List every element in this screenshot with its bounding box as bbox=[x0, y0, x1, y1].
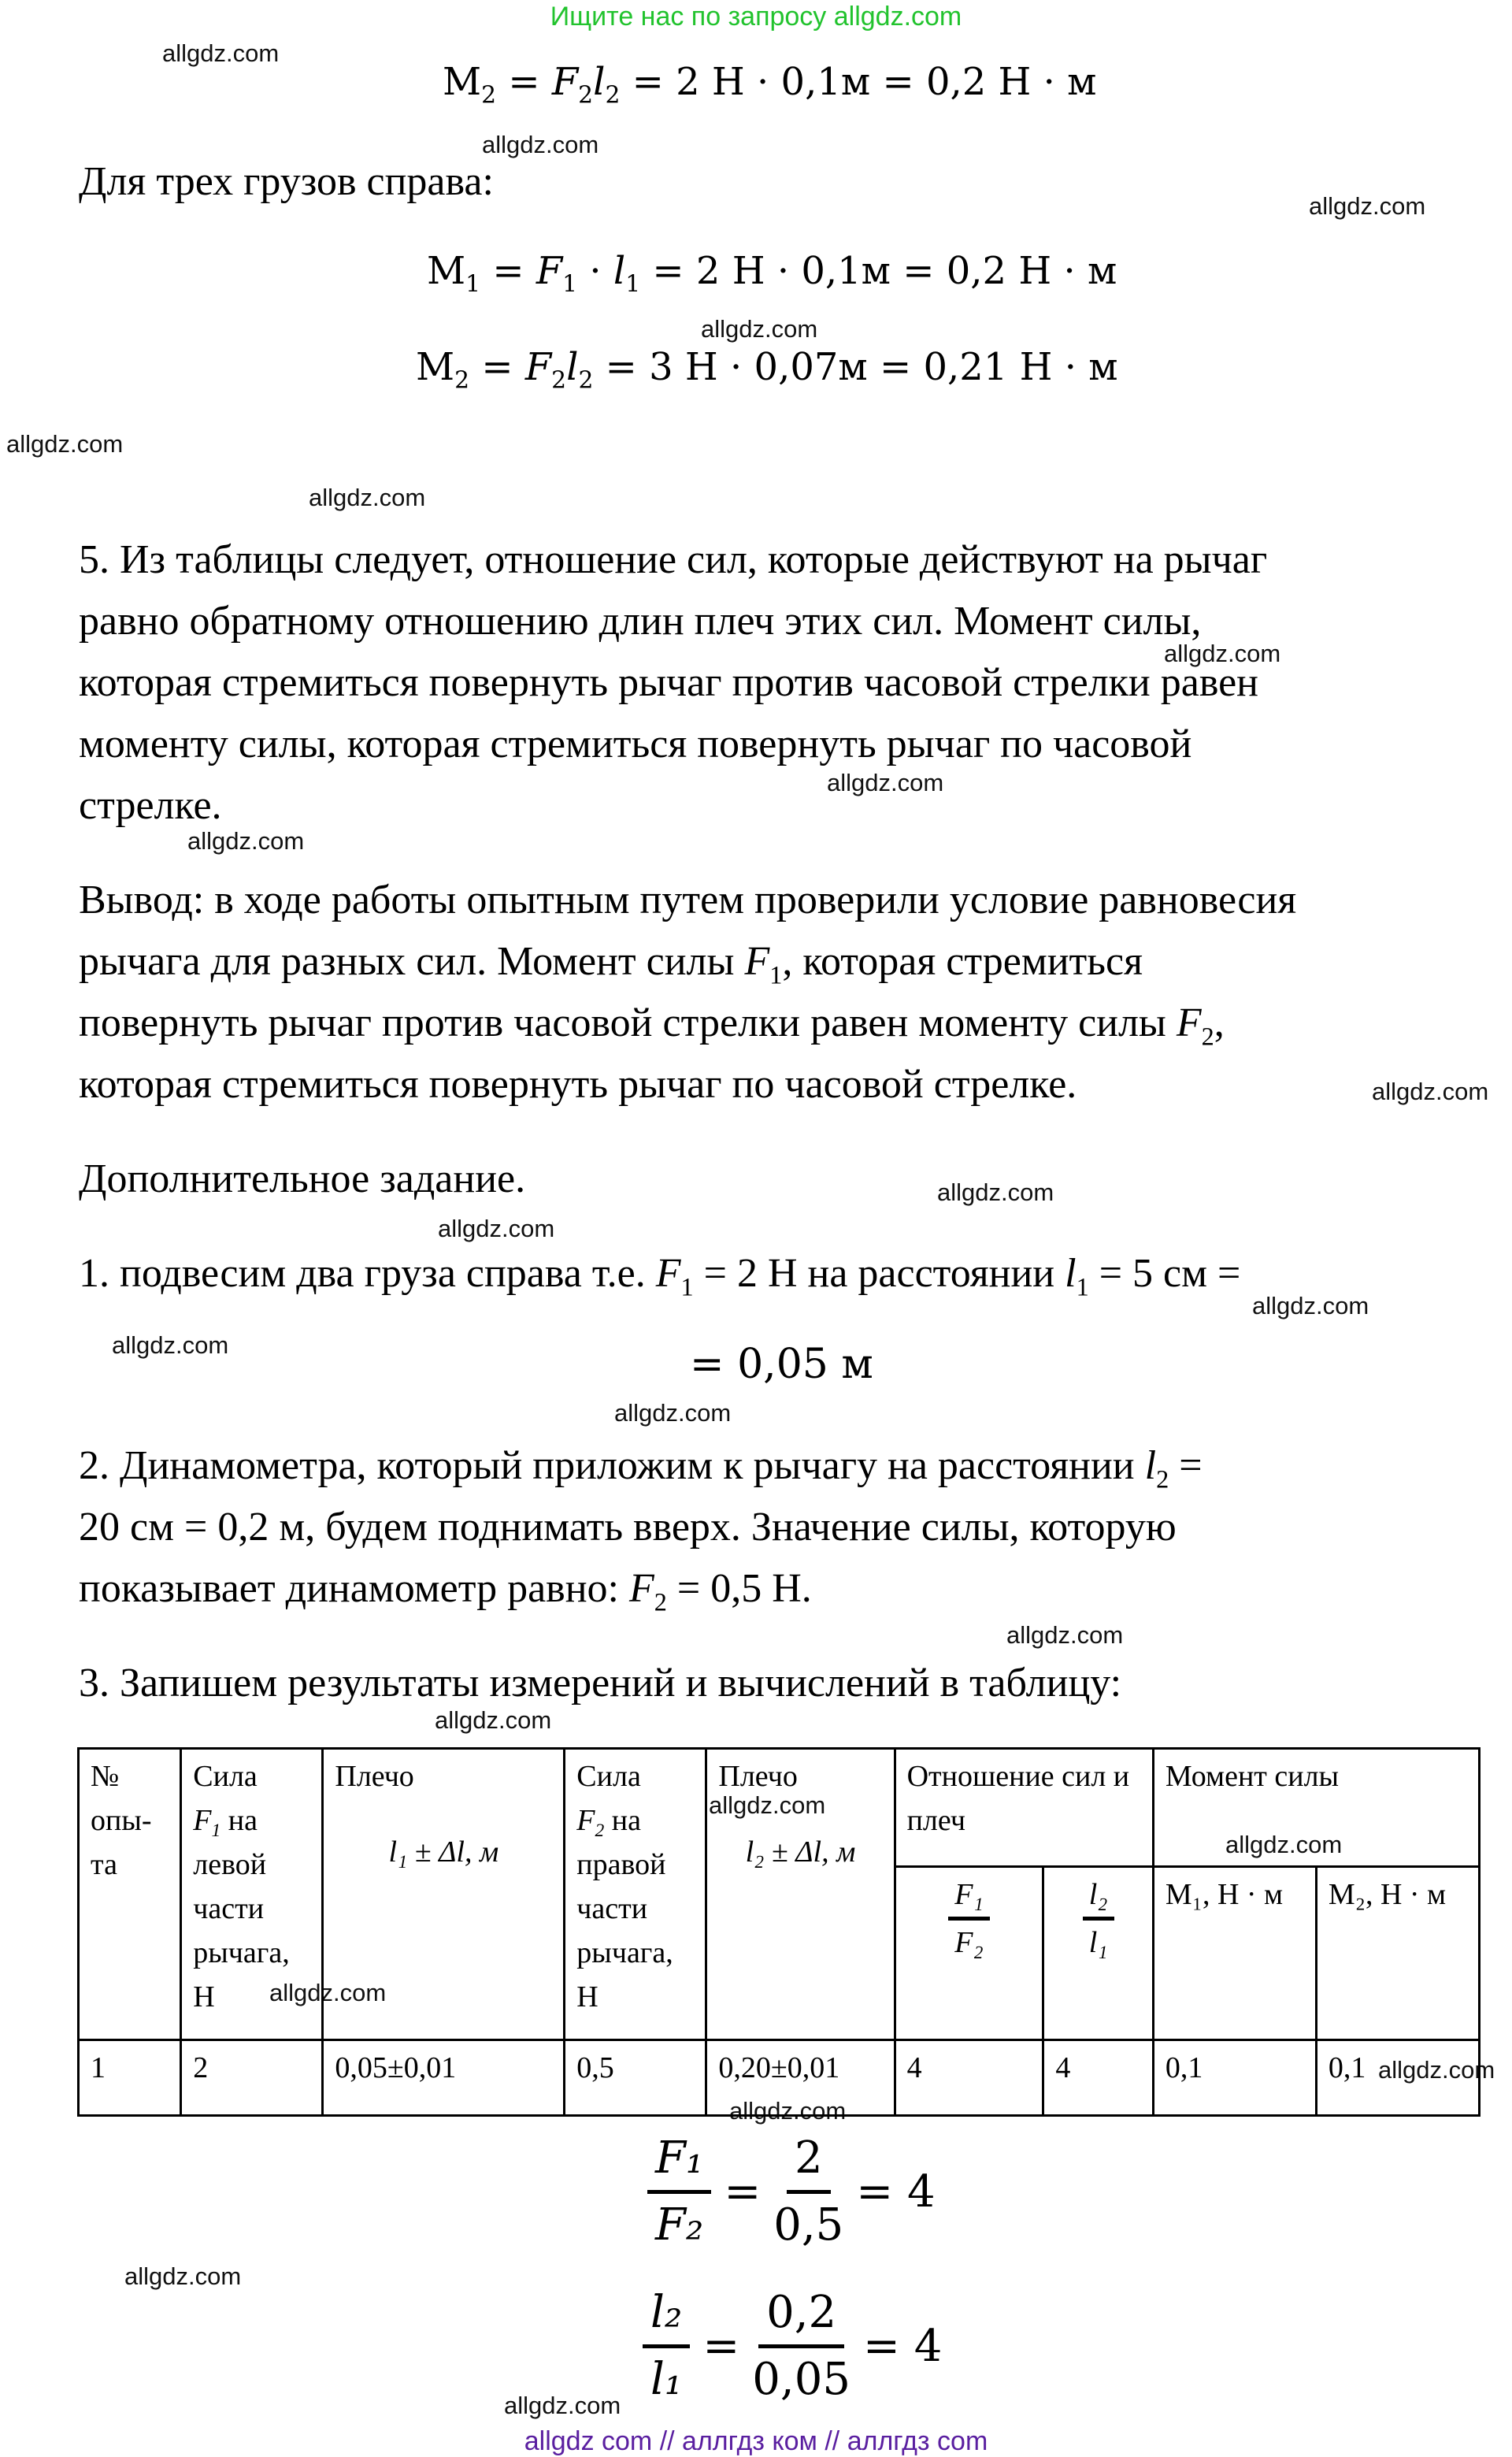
para5-line: 5. Из таблицы следует, отношение сил, которые действуют на рычаг bbox=[79, 537, 1268, 582]
item2-line: 20 см = 0,2 м, будем поднимать вверх. Значение силы, которую bbox=[79, 1505, 1177, 1550]
para5-line: которая стремиться повернуть рычаг против часовой стрелки равен bbox=[79, 660, 1258, 705]
header-f2: Сила $F_2$ на правой части рычага, Н bbox=[565, 1749, 706, 2040]
cell-ratio-f: 4 bbox=[895, 2040, 1043, 2116]
conclusion-line: рычага для разных сил. Момент силы $F_1$, которая стремиться bbox=[79, 939, 1143, 989]
watermark: allgdz.com bbox=[709, 1791, 826, 1819]
header-ratio-l: $\frac{\text{l₂}}{\text{l₁}}$ bbox=[1043, 1867, 1154, 2040]
watermark: allgdz.com bbox=[729, 2097, 847, 2125]
header-l2: Плечо l₂ ± Δl, м bbox=[706, 1749, 895, 2040]
header-ratio: Отношение сил и плеч bbox=[895, 1749, 1153, 1867]
watermark: allgdz.com bbox=[1006, 1621, 1124, 1649]
results-table bbox=[77, 1747, 1480, 2117]
watermark: allgdz.com bbox=[937, 1178, 1054, 1206]
watermark: allgdz.com bbox=[482, 131, 599, 158]
heading-three-weights: Для трех грузов справа: bbox=[79, 159, 494, 204]
para5-line: равно обратному отношению длин плеч этих сил. Момент силы, bbox=[79, 599, 1202, 644]
item1-continuation: = 0,05 м bbox=[690, 1341, 873, 1388]
conclusion-line: которая стремиться повернуть рычаг по часовой стрелке. bbox=[79, 1062, 1077, 1107]
equation-m1-three: $M_1 = F_1 \cdot l_1 = 2$ Н · 0,1м = 0,2 Н · м bbox=[427, 249, 1117, 299]
item2-line: показывает динамометр равно: $F_2 = 0,5$ Н. bbox=[79, 1566, 812, 1616]
footer-links[interactable]: allgdz com // аллгдз ком // аллгдз com bbox=[524, 2426, 988, 2456]
watermark: allgdz.com bbox=[1372, 1078, 1489, 1105]
watermark: allgdz.com bbox=[162, 39, 280, 67]
header-f1: Сила $F_1$ на левой части рычага, Н bbox=[181, 1749, 323, 2040]
cell-l2: 0,20±0,01 bbox=[706, 2040, 895, 2116]
extra-task-heading: Дополнительное задание. bbox=[79, 1156, 526, 1201]
item2-line: 2. Динамометра, который приложим к рычагу на расстоянии $l_2$ = bbox=[79, 1443, 1203, 1494]
watermark: allgdz.com bbox=[504, 2392, 621, 2419]
table-row bbox=[79, 2040, 1480, 2116]
watermark: allgdz.com bbox=[6, 430, 124, 458]
header-ratio-f: $\frac{\text{F₁}}{\text{F₂}}$ bbox=[895, 1867, 1043, 2040]
equation-m2-top: $M_2 = F_2l_2 = 2$ Н · 0,1м = 0,2 Н · м bbox=[443, 60, 1097, 109]
item3-line: 3. Запишем результаты измерений и вычислений в таблицу: bbox=[79, 1661, 1122, 1705]
watermark: allgdz.com bbox=[701, 315, 818, 343]
header-l1: Плечо l₁ ± Δl, м bbox=[323, 1749, 565, 2040]
cell-ratio-l: 4 bbox=[1043, 2040, 1154, 2116]
cell-m1: 0,1 bbox=[1153, 2040, 1316, 2116]
watermark: allgdz.com bbox=[1164, 640, 1281, 667]
conclusion-line: Вывод: в ходе работы опытным путем проверили условие равновесия bbox=[79, 878, 1297, 922]
header-num: № опы- та bbox=[79, 1749, 181, 2040]
watermark: allgdz.com bbox=[187, 827, 305, 855]
calc-arm-ratio: $\frac{\text{l₂}}{\text{l₁}}$ = $\frac{0,2}{0,05}$ = 4 bbox=[643, 2281, 942, 2411]
watermark: allgdz.com bbox=[269, 1979, 387, 2006]
watermark: allgdz.com bbox=[1309, 192, 1426, 220]
watermark: allgdz.com bbox=[435, 1706, 552, 1734]
watermark: allgdz.com bbox=[827, 769, 944, 796]
cell-num: 1 bbox=[79, 2040, 181, 2116]
cell-f1: 2 bbox=[181, 2040, 323, 2116]
equation-m2-three: $M_2 = F_2l_2 = 3$ Н · 0,07м = 0,21 Н · м bbox=[416, 345, 1118, 395]
para5-line: моменту силы, которая стремиться повернуть рычаг по часовой bbox=[79, 722, 1192, 766]
header-m1: M₁, Н · м bbox=[1153, 1867, 1316, 2040]
conclusion-line: повернуть рычаг против часовой стрелки равен моменту силы $F_2$, bbox=[79, 1000, 1225, 1051]
cell-m2: 0,1 bbox=[1316, 2040, 1479, 2116]
header-m2: M₂, Н · м bbox=[1316, 1867, 1479, 2040]
cell-l1: 0,05±0,01 bbox=[323, 2040, 565, 2116]
calc-force-ratio: $\frac{\text{F₁}}{\text{F₂}}$ = $\frac{2}{0,5}$ = 4 bbox=[647, 2127, 936, 2257]
watermark: allgdz.com bbox=[1378, 2056, 1495, 2084]
header-moment: Момент силы bbox=[1153, 1749, 1479, 1867]
item1-line: 1. подвесим два груза справа т.е. $F_1 = 2$ Н на расстоянии $l_1 = 5$ см = bbox=[79, 1251, 1241, 1301]
watermark: allgdz.com bbox=[614, 1399, 732, 1427]
watermark: allgdz.com bbox=[124, 2262, 242, 2290]
watermark: allgdz.com bbox=[438, 1215, 555, 1242]
cell-f2: 0,5 bbox=[565, 2040, 706, 2116]
watermark: allgdz.com bbox=[1225, 1831, 1343, 1858]
search-banner: Ищите нас по запросу allgdz.com bbox=[550, 2, 962, 32]
para5-line: стрелке. bbox=[79, 783, 222, 828]
watermark: allgdz.com bbox=[309, 484, 426, 511]
watermark: allgdz.com bbox=[1252, 1292, 1369, 1319]
watermark: allgdz.com bbox=[112, 1331, 229, 1359]
